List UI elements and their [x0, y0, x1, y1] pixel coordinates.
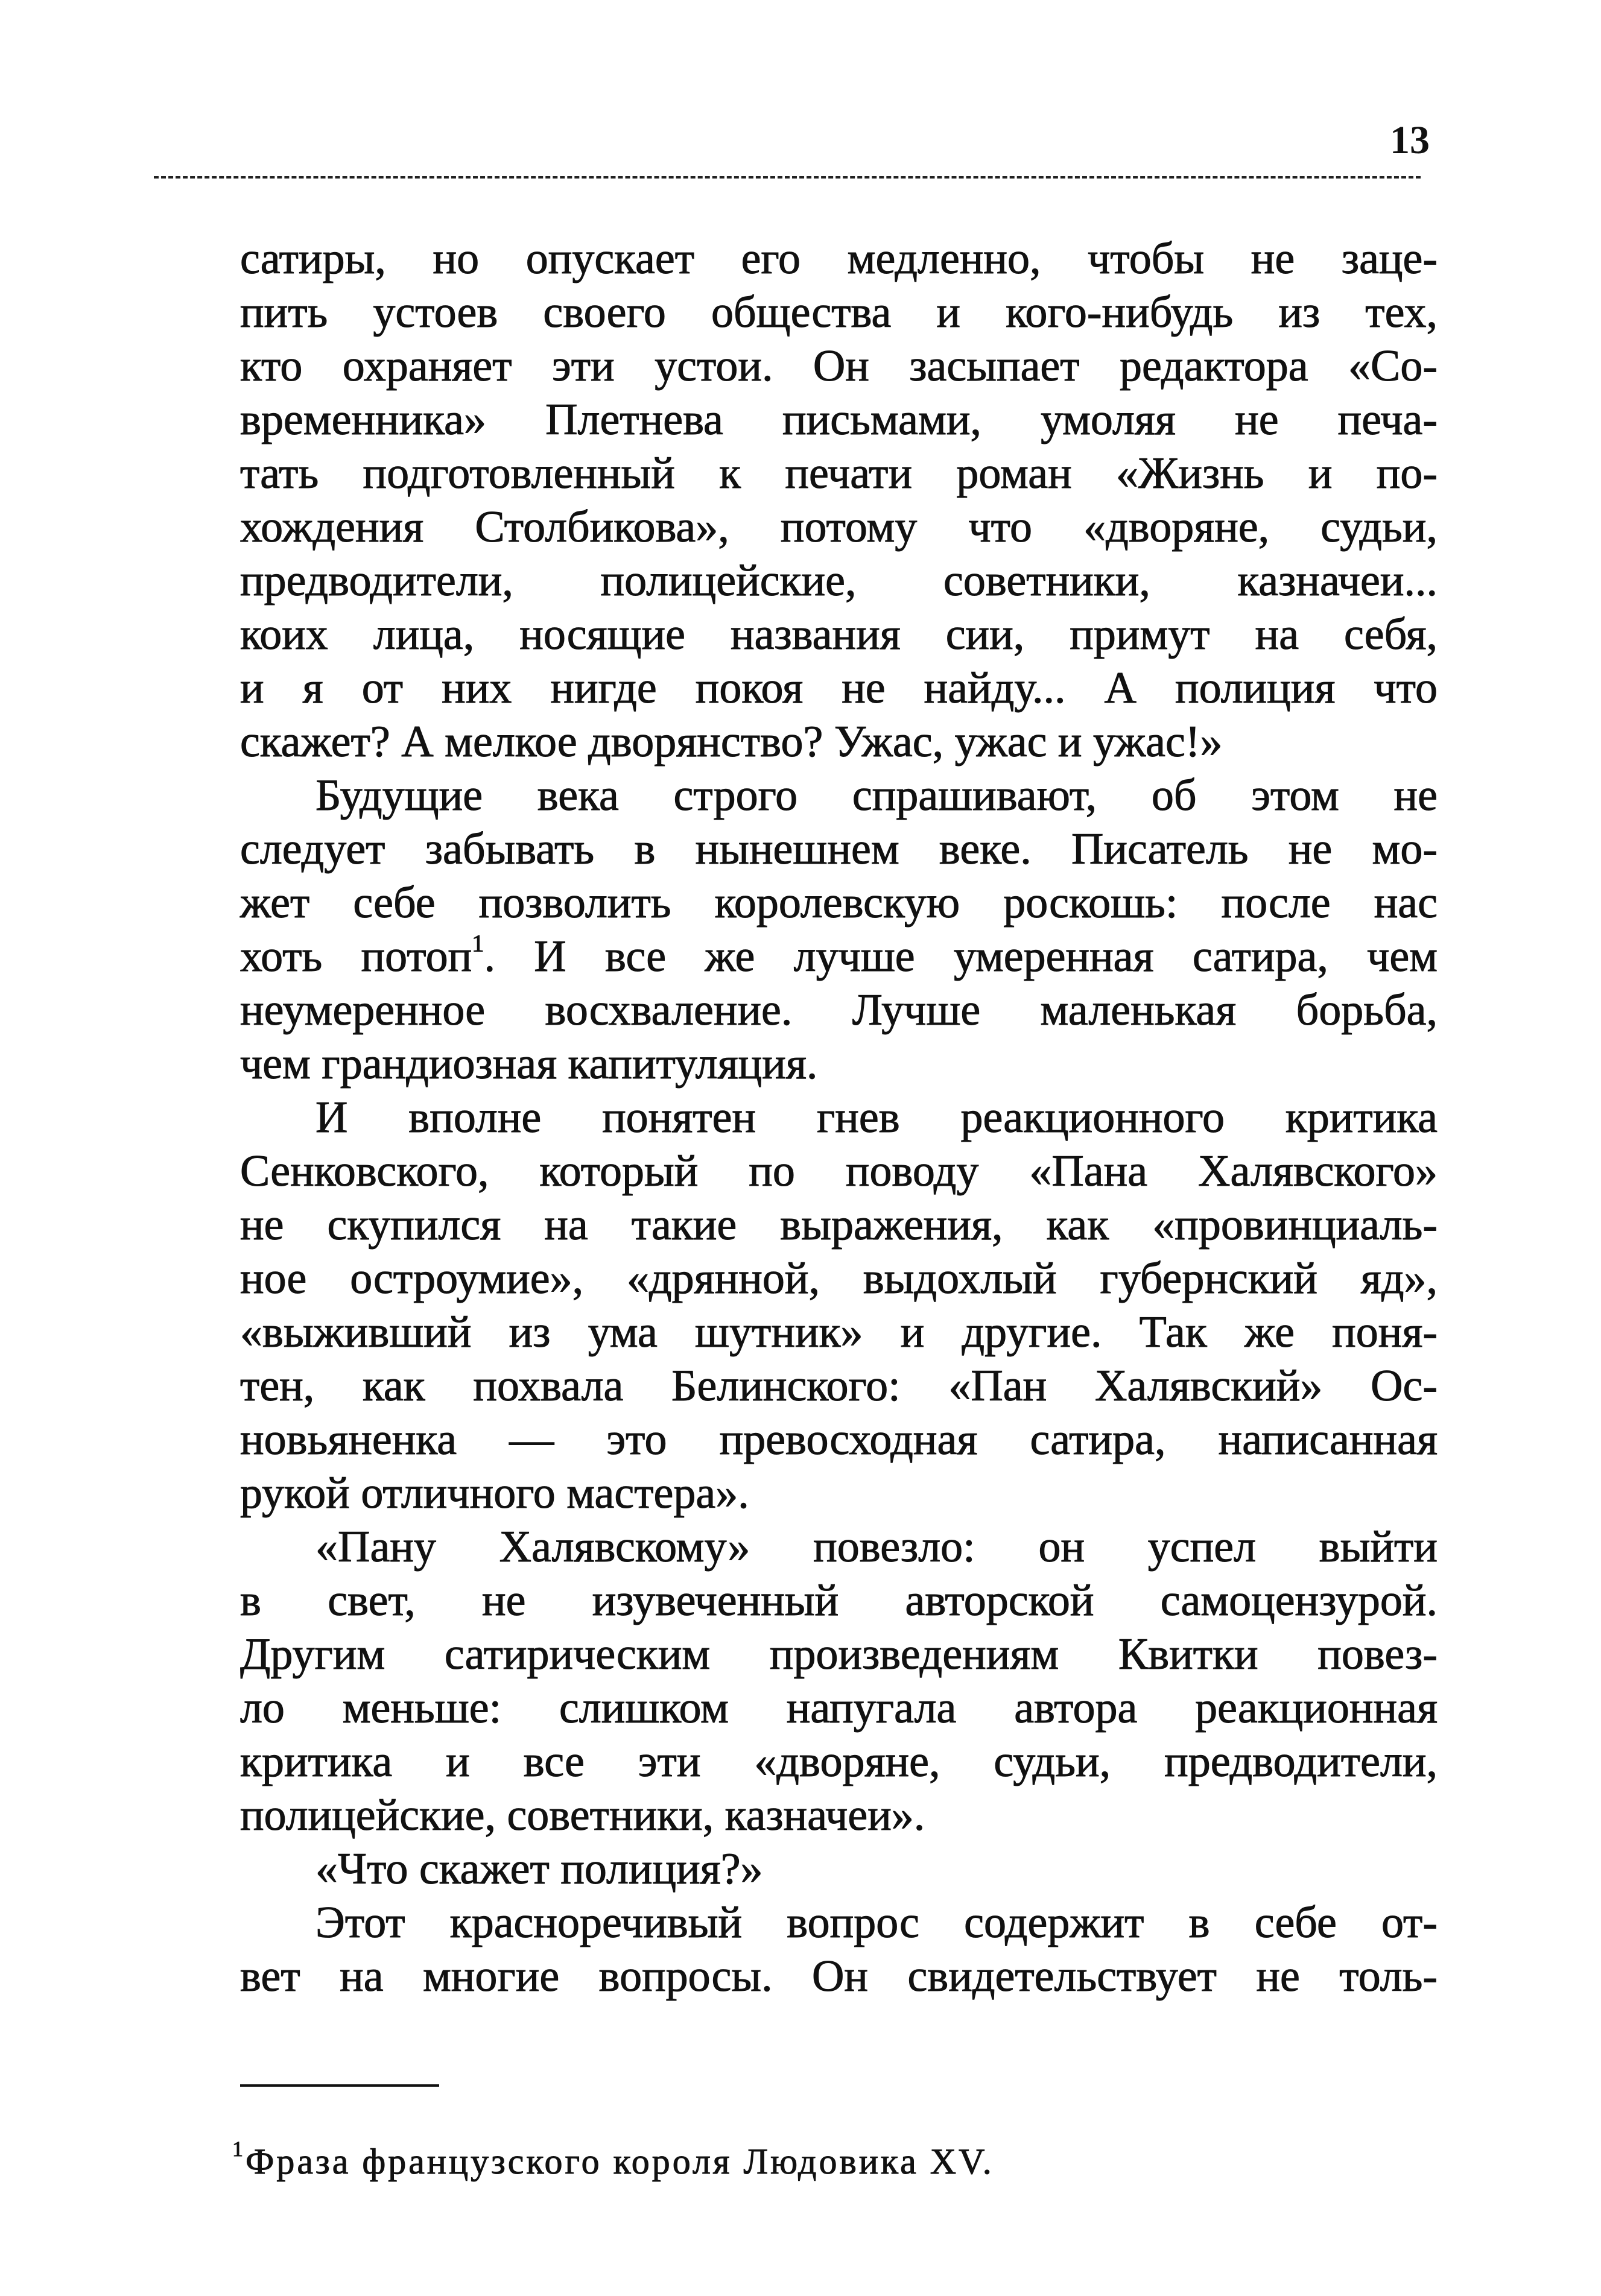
text-line: следует забывать в нынешнем веке. Писатель не мо-	[240, 824, 1438, 874]
text-fragment: . И все же лучше умеренная сатира, чем	[484, 932, 1438, 981]
text-line: и я от них нигде покоя не найду... А полиция что	[240, 663, 1438, 713]
text-line: «Что скажет полиция?»	[315, 1844, 763, 1894]
text-line: «Пану Халявскому» повезло: он успел выйти	[315, 1522, 1438, 1572]
text-fragment: хоть потоп	[240, 932, 472, 981]
text-line: Другим сатирическим произведениям Квитки повез-	[240, 1630, 1438, 1679]
header-rule	[154, 176, 1421, 179]
text-line: пить устоев своего общества и кого-нибудь из тех,	[240, 288, 1438, 337]
text-line: временника» Плетнева письмами, умоляя не печа-	[240, 395, 1438, 444]
text-line: вет на многие вопросы. Он свидетельствует не толь-	[240, 1952, 1438, 2001]
text-line: тать подготовленный к печати роман «Жизнь и по-	[240, 449, 1438, 498]
text-line: «выживший из ума шутник» и другие. Так же поня-	[240, 1308, 1438, 1357]
text-line: предводители, полицейские, советники, казначеи...	[240, 556, 1438, 606]
text-line: ло меньше: слишком напугала автора реакционная	[240, 1683, 1438, 1733]
text-line: жет себе позволить королевскую роскошь: после нас	[240, 878, 1438, 928]
text-line: рукой отличного мастера».	[240, 1469, 749, 1518]
body-text	[240, 232, 1438, 2003]
text-line: новьяненка — это превосходная сатира, написанная	[240, 1415, 1438, 1464]
text-line: неумеренное восхваление. Лучше маленькая борьба,	[240, 985, 1438, 1035]
text-line: чем грандиозная капитуляция.	[240, 1039, 818, 1089]
text-line: коих лица, носящие названия сии, примут на себя,	[240, 610, 1438, 659]
text-line: тен, как похвала Белинского: «Пан Халявский» Ос-	[240, 1361, 1438, 1411]
page-number: 13	[1390, 118, 1430, 162]
text-line: в свет, не изувеченный авторской самоцензурой.	[240, 1576, 1438, 1625]
text-line: скажет? А мелкое дворянство? Ужас, ужас и ужас!»	[240, 717, 1223, 767]
text-line: Этот красноречивый вопрос содержит в себе от-	[315, 1898, 1438, 1947]
text-line: полицейские, советники, казначеи».	[240, 1791, 925, 1840]
footnote-text: Фраза французского короля Людовика XV.	[246, 2142, 994, 2181]
text-line: Сенковского, который по поводу «Пана Халявского»	[240, 1146, 1438, 1196]
text-line: ное остроумие», «дрянной, выдохлый губернский яд»,	[240, 1254, 1438, 1303]
footnote	[232, 2137, 994, 2183]
footnote-rule	[240, 2084, 439, 2087]
text-line: критика и все эти «дворяне, судьи, предводители,	[240, 1737, 1438, 1786]
text-line: И вполне понятен гнев реакционного критика	[315, 1093, 1438, 1142]
text-line: не скупился на такие выражения, как «провинциаль-	[240, 1200, 1438, 1250]
text-line-with-footnote	[240, 930, 1438, 984]
footnote-marker: 1	[232, 2137, 246, 2162]
footnote-ref[interactable]: 1	[472, 929, 484, 957]
text-line: Будущие века строго спрашивают, об этом не	[315, 771, 1438, 820]
text-line: хождения Столбикова», потому что «дворяне, судьи,	[240, 502, 1438, 552]
text-line: сатиры, но опускает его медленно, чтобы не заце-	[240, 234, 1438, 283]
text-line: кто охраняет эти устои. Он засыпает редактора «Со-	[240, 341, 1438, 391]
